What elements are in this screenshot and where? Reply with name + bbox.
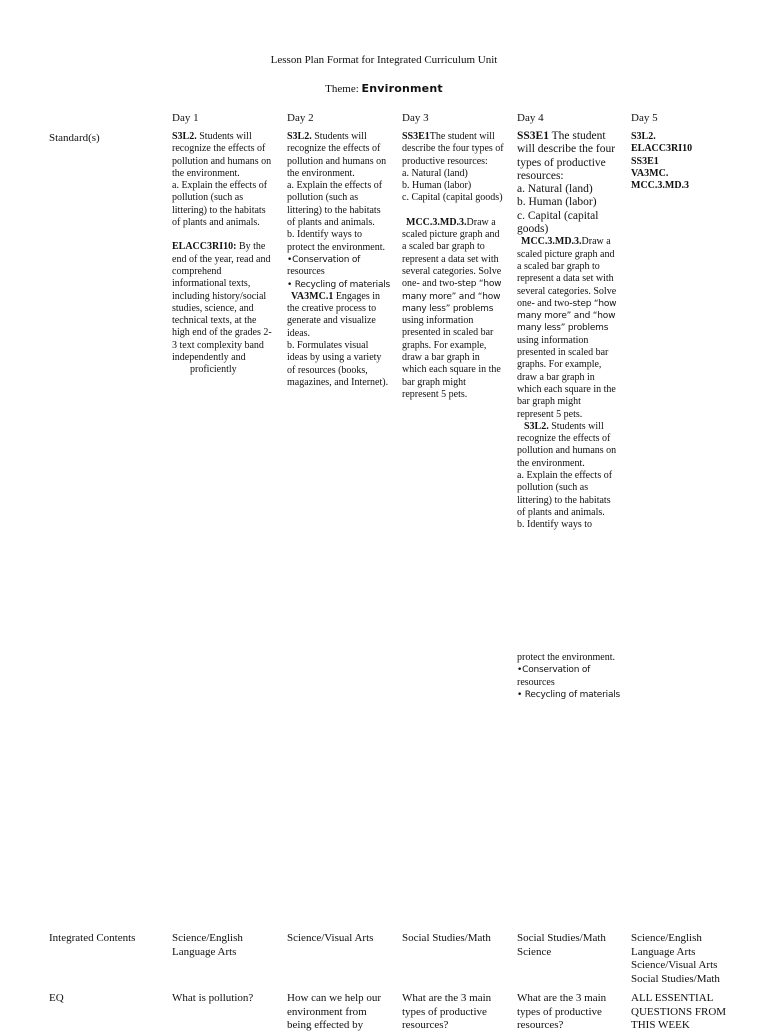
eq-row-label: EQ — [49, 992, 64, 1004]
standard-code: MCC.3.MD.3. — [521, 236, 582, 248]
eq-day1: What is pollution? — [172, 992, 254, 1004]
standard-code: SS3E1 — [517, 130, 549, 142]
document-title: Lesson Plan Format for Integrated Curriculum Unit — [270, 54, 498, 66]
integrated-row-label: Integrated Contents — [49, 932, 136, 944]
standard-code: ELACC3RI10: — [172, 241, 237, 253]
standard-code: SS3E1 — [402, 131, 430, 142]
eq-day4: What are the 3 main types of productive resources? — [517, 992, 607, 1031]
standards-day2: S3L2. Students will recognize the effects of pollution and humans on the environment. a. Explain the effects of pollution (such as littering) to the habitats of plants and animals. b. Identify ways to protect the environment. •Conservation of resources • Recycling of materials VA3MC.1 Engages in the creative process to generate and visualize ideas. b. Formulates visual ideas by using a variety of resources (books, magazines, and Internet). — [287, 131, 391, 388]
standards-row-label: Standard(s) — [49, 132, 100, 144]
standard-code: MCC.3.MD.3. — [406, 216, 467, 228]
eq-day3: What are the 3 main types of productive resources? — [402, 992, 492, 1031]
standard-code: S3L2. — [172, 131, 197, 142]
standard-code: S3L2. — [287, 131, 312, 142]
standards-day4-continued: protect the environment. •Conservation of resources • Recycling of materials — [517, 652, 621, 700]
day-header-2: Day 2 — [287, 112, 314, 124]
day-header-1: Day 1 — [172, 112, 199, 124]
day-header-4: Day 4 — [517, 112, 544, 124]
standards-day4: SS3E1 The student will describe the four types of productive resources: a. Natural (land) b. Human (labor) c. Capital (capital goods) MCC.3.MD.3.Draw a scaled picture graph and a scaled bar graph to represent a data set with several categories. Solve one- and two-step “how many more” and “how many less” problems using information presented in scaled bar graphs. For example, draw a bar graph in which each square in the bar graph might represent 5 pets. S3L2. Students will recognize the effects of pollution and humans on the environment. a. Explain the effects of pollution (such as littering) to the habitats of plants and animals. b. Identify ways to — [517, 130, 617, 531]
standards-day3: SS3E1The student will describe the four types of productive resources: a. Natural (land) b. Human (labor) c. Capital (capital goods) MCC.3.MD.3.Draw a scaled picture graph and a scaled bar graph to represent a data set with several categories. Solve one- and two-step “how many more” and “how many less” problems using information presented in scaled bar graphs. For example, draw a bar graph in which each square in the bar graph might represent 5 pets. — [402, 131, 504, 400]
day-header-3: Day 3 — [402, 112, 429, 124]
standards-day5: S3L2. ELACC3RI10 SS3E1 VA3MC. MCC.3.MD.3 — [631, 131, 693, 192]
integrated-day3: Social Studies/Math — [402, 932, 491, 944]
standard-code: VA3MC.1 — [291, 290, 334, 302]
day-header-5: Day 5 — [631, 112, 658, 124]
eq-day2: How can we help our environment from being effected by — [287, 992, 382, 1031]
integrated-day1: Science/English Language Arts — [172, 932, 243, 958]
standard-code: S3L2. — [524, 420, 549, 432]
eq-day5: ALL ESSENTIAL QUESTIONS FROM THIS WEEK — [631, 992, 727, 1031]
integrated-day2: Science/Visual Arts — [287, 932, 374, 944]
theme-line — [0, 82, 768, 95]
theme-label: Theme: — [325, 83, 359, 95]
integrated-day5: Science/English Language Arts Science/Visual Arts Social Studies/Math — [631, 932, 720, 985]
standards-day1: S3L2. Students will recognize the effects of pollution and humans on the environment. a. Explain the effects of pollution (such as littering) to the habitats of plants and animals. ELACC3RI10: By the end of the year, read and comprehend informational texts, including history/social studies, science, and technical texts, at the high end of the grades 2- 3 text complexity band independently and proficiently — [172, 131, 272, 376]
theme-value: Environment — [361, 82, 443, 95]
integrated-day4: Social Studies/Math Science — [517, 932, 606, 958]
